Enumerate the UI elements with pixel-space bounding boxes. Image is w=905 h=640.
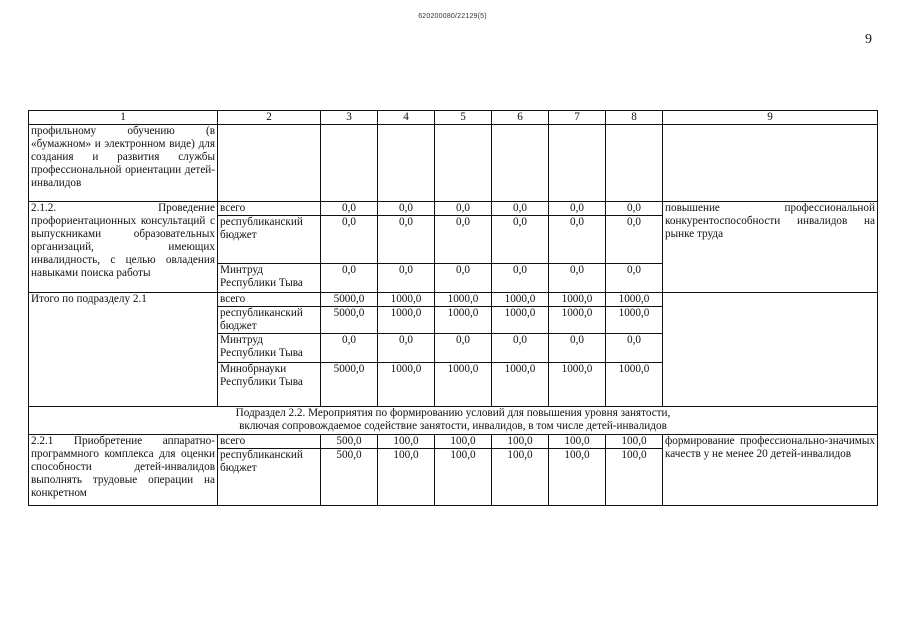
subsection-row	[29, 407, 878, 435]
value-cell: 0,0	[549, 334, 606, 363]
value-cell: 0,0	[492, 334, 549, 363]
item-221-name: 2.2.1 Приобретение аппаратно-программного комплекса для оценки способности детей-инвалидов выполнять трудовые операции на конкретном	[29, 435, 218, 506]
column-header: 3	[321, 111, 378, 125]
value-cell: 100,0	[549, 435, 606, 449]
value-cell: 0,0	[435, 264, 492, 293]
program-table	[28, 110, 878, 506]
value-cell: 1000,0	[378, 307, 435, 334]
item-212-result: повышение профессиональной конкурентоспособности инвалидов на рынке труда	[663, 202, 878, 293]
funding-source: Минтруд Республики Тыва	[218, 264, 321, 293]
value-cell: 0,0	[321, 264, 378, 293]
funding-source: Минобрнауки Республики Тыва	[218, 363, 321, 407]
value-cell: 0,0	[492, 216, 549, 264]
continuation-row	[29, 125, 878, 202]
value-cell: 1000,0	[378, 293, 435, 307]
funding-source: республиканский бюджет	[218, 216, 321, 264]
value-cell: 100,0	[492, 435, 549, 449]
continuation-text: профильному обучению (в «бумажном» и электронном виде) для создания и развития службы профессиональной ориентации детей-инвалидов	[29, 125, 218, 202]
value-cell: 100,0	[549, 449, 606, 506]
value-cell: 0,0	[492, 264, 549, 293]
value-cell: 0,0	[435, 216, 492, 264]
value-cell: 1000,0	[435, 363, 492, 407]
column-header: 1	[29, 111, 218, 125]
table-row	[29, 202, 878, 216]
page-number: 9	[865, 32, 872, 47]
value-cell: 5000,0	[321, 363, 378, 407]
value-cell: 0,0	[549, 216, 606, 264]
funding-source: Минтруд Республики Тыва	[218, 334, 321, 363]
column-header: 8	[606, 111, 663, 125]
value-cell: 0,0	[549, 264, 606, 293]
value-cell: 100,0	[378, 435, 435, 449]
value-cell: 100,0	[435, 435, 492, 449]
value-cell: 0,0	[321, 202, 378, 216]
column-header: 2	[218, 111, 321, 125]
funding-source: всего	[218, 435, 321, 449]
value-cell: 0,0	[321, 216, 378, 264]
value-cell: 100,0	[435, 449, 492, 506]
value-cell: 0,0	[435, 334, 492, 363]
value-cell: 1000,0	[492, 363, 549, 407]
value-cell: 1000,0	[378, 363, 435, 407]
item-212-name: 2.1.2. Проведение профориентационных консультаций с выпускниками образовательных организаций, имеющих инвалидность, с целью овладения навыками поиска работы	[29, 202, 218, 293]
value-cell: 0,0	[378, 202, 435, 216]
funding-source: республиканский бюджет	[218, 449, 321, 506]
table-row	[29, 435, 878, 449]
value-cell: 1000,0	[435, 293, 492, 307]
subsection-title-line: Подраздел 2.2. Мероприятия по формированию условий для повышения уровня занятости,	[235, 407, 671, 419]
value-cell: 0,0	[549, 202, 606, 216]
value-cell: 1000,0	[549, 293, 606, 307]
value-cell: 0,0	[606, 216, 663, 264]
document-code: 620200080/22129(5)	[418, 13, 487, 20]
column-header: 5	[435, 111, 492, 125]
value-cell: 1000,0	[492, 307, 549, 334]
item-221-result: формирование профессионально-значимых качеств у не менее 20 детей-инвалидов	[663, 435, 878, 506]
value-cell: 0,0	[606, 334, 663, 363]
funding-source: республиканский бюджет	[218, 307, 321, 334]
value-cell: 0,0	[321, 334, 378, 363]
value-cell: 0,0	[492, 202, 549, 216]
value-cell: 5000,0	[321, 307, 378, 334]
value-cell: 1000,0	[606, 293, 663, 307]
value-cell: 0,0	[606, 202, 663, 216]
value-cell: 5000,0	[321, 293, 378, 307]
value-cell: 0,0	[378, 334, 435, 363]
value-cell: 1000,0	[549, 307, 606, 334]
value-cell: 100,0	[606, 435, 663, 449]
column-header: 4	[378, 111, 435, 125]
column-header: 7	[549, 111, 606, 125]
column-header: 9	[663, 111, 878, 125]
value-cell: 100,0	[492, 449, 549, 506]
value-cell: 1000,0	[492, 293, 549, 307]
funding-source: всего	[218, 293, 321, 307]
value-cell: 0,0	[435, 202, 492, 216]
value-cell: 1000,0	[606, 307, 663, 334]
value-cell: 1000,0	[549, 363, 606, 407]
table-row	[29, 293, 878, 307]
value-cell: 500,0	[321, 449, 378, 506]
value-cell: 500,0	[321, 435, 378, 449]
value-cell: 0,0	[378, 216, 435, 264]
value-cell: 100,0	[606, 449, 663, 506]
value-cell: 1000,0	[606, 363, 663, 407]
column-header-row	[29, 111, 878, 125]
value-cell: 100,0	[378, 449, 435, 506]
funding-source: всего	[218, 202, 321, 216]
column-header: 6	[492, 111, 549, 125]
value-cell: 1000,0	[435, 307, 492, 334]
subsection-22-title	[29, 407, 878, 435]
subsection-title-line: включая сопровождаемое содействие занятости, инвалидов, в том числе детей-инвалидов	[239, 420, 667, 432]
value-cell: 0,0	[606, 264, 663, 293]
value-cell: 0,0	[378, 264, 435, 293]
total-21-name: Итого по подразделу 2.1	[29, 293, 218, 407]
